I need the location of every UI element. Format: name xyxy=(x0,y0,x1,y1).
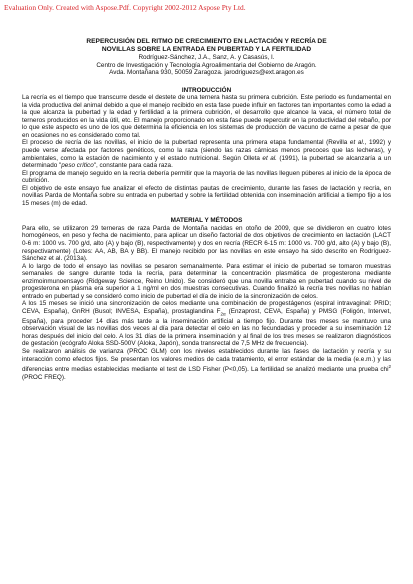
paper-page xyxy=(22,38,391,381)
methods-paragraph-2: A lo largo de todo el ensayo las novillas se pesaron semanalmente. Para estimar el inicio de pubertad se tomaron muestras semanales de sangre durante toda la recría, para determinar la concentración plasmática de progesterona mediante enzimoinmunoensayo (Ridgeway Science, Reino Unido). Se consideró que una novilla entraba en pubertad cuando su nivel de progesterona en plasma era superior a 1 ng/ml en dos muestras consecutivas. Cuando finalizó la recría tres novillas no habían entrado en pubertad y se consideró como inicio de pubertad el día de inicio de la sincronización de celos. xyxy=(22,262,391,300)
authors: Rodríguez-Sánchez, J.A., Sanz, A. y Casasús, I. xyxy=(138,54,275,61)
address: Avda. Montañana 930, 50059 Zaragoza. jarodriguezs@ext.aragon.es xyxy=(109,69,304,77)
methods-paragraph-1: Para ello, se utilizaron 29 terneras de raza Parda de Montaña nacidas en otoño de 2009, que se dividieron en cuatro lotes homogéneos, en peso y fecha de nacimiento, para aplicar un diseño factorial de dos objetivos de crecimiento en lactación (LACT 0-6 m: 1000 vs. 700 g/d, alto (A) y bajo (B), respectivamente) y dos en recría (RECR 6-15 m: 1000 vs. 700 g/d, alto (A) y bajo (B), respectivamente) (Lotes: AA, AB, BA y BB). El manejo recibido por las novillas en este ensayo ha sido descrito en Rodríguez-Sánchez et al. (2013a). xyxy=(22,224,391,263)
methods-paragraph-3: A los 15 meses se inició una sincronización de celos mediante una combinación de progestágenos (espiral intravaginal: PRID; CEVA, España), GnRH (Busol; INVESA, España), prostaglandina $F_{2\alpha}$ (Enzaprost, CEVA, España) y PMSG (Foligón, Intervet, España), para proceder 14 días más tarde a la inseminación artificial a tiempo fijo. Durante tres meses se mantuvo una observación visual de las novillas dos veces al día para detectar el celo en las no fecundadas y proceder a su inseminación 12 horas después del inicio del celo. A los 31 días de la primera inseminación y al final de los tres meses se realizaron diagnósticos de gestación (ecógrafo Aloka SSD-500V (Aloka, Japón), sonda transrectal de 7,5 MHz de frecuencia). xyxy=(22,300,391,348)
intro-paragraph-2: El proceso de recría de las novillas, el inicio de la pubertad representa una primera etapa fundamental (Revilla et al., 1992) y puede verse afectada por factores genéticos, como la raza (siendo las razas cárnicas menos precoces que las lecheras), y ambientales, como la estación de nacimiento y el estado nutricional. Según Olleta et al. (1991), la pubertad se alcanzaría a un determinado "peso crítico", constante para cada raza. xyxy=(22,139,392,170)
intro-paragraph-1: La recría es el tiempo que transcurre desde el destete de una ternera hasta su primera cubrición. Este periodo es fundamental en la vida productiva del animal debido a que el manejo recibido en esta fase puede influir en factores tan importantes como la edad a la que alcanza la pubertad y la edad y fertilidad a la primera cubrición, el desarrollo que alcance la vaca, el número total de terneros producidos en la vida útil, etc. El manejo proporcionado en esta fase puede repercutir en la productividad del rebaño, por lo que este aspecto es uno de los que determina la eficiencia en los sistemas de producción de vacuno de carne a pesar de que en ocasiones no es considerado como tal. xyxy=(22,94,391,139)
intro-paragraph-3: El programa de manejo seguido en la recría debería permitir que la mayoría de las novillas lleguen púberes al inicio de la época de cubrición. xyxy=(22,169,391,185)
methods-paragraph-4: Se realizaron análisis de varianza (PROC GLM) con los niveles establecidos durante las fases de lactación y recría y su interacción como efectos fijos. Se presentan los valores medios de cada tratamiento, el error estándar de la media (e.e.m.) y las diferencias entre medias establecidas mediante el test de LSD Fisher (P<0,05). La fertilidad se analizó mediante una prueba chi$^2$ (PROC FREQ). xyxy=(22,347,391,381)
affiliation: Centro de Investigación y Tecnología Agroalimentaria del Gobierno de Aragón. xyxy=(96,61,317,69)
evaluation-watermark: Evaluation Only. Created with Aspose.Pdf. Copyright 2002-2012 Aspose Pty Ltd. xyxy=(4,3,246,12)
intro-paragraph-4: El objetivo de este ensayo fue analizar el efecto de distintas pautas de crecimiento, durante las fases de lactación y recría, en novillas Parda de Montaña sobre su entrada en pubertad y sobre la fertilidad obtenida con inseminación artificial a tiempo fijo a los 15 meses (m) de edad. xyxy=(22,184,391,207)
title-line-2: NOVILLAS SOBRE LA ENTRADA EN PUBERTAD Y LA FERTILIDAD xyxy=(101,46,312,53)
paper-title xyxy=(22,38,391,54)
section-heading-introduction: INTRODUCCIÓN xyxy=(181,86,232,94)
section-heading-material-metodos: MATERIAL Y MÉTODOS xyxy=(170,217,243,225)
title-line-1: REPERCUSIÓN DEL RITMO DE CRECIMIENTO EN LACTACIÓN Y RECRÍA DE xyxy=(86,38,327,45)
